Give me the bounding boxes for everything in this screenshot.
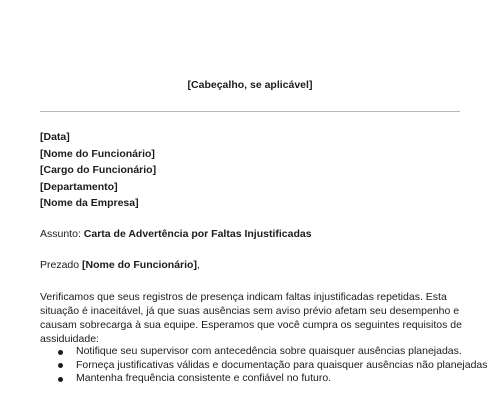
company-name-placeholder: [Nome da Empresa] <box>40 197 139 209</box>
header-divider <box>40 111 460 112</box>
subject-label: Assunto: <box>40 228 81 240</box>
greeting-name: [Nome do Funcionário] <box>82 259 197 271</box>
employee-role-placeholder: [Cargo do Funcionário] <box>40 164 157 176</box>
requirements-list <box>56 345 488 386</box>
recipient-block <box>40 129 156 212</box>
list-item <box>56 372 476 386</box>
bullet-icon <box>58 350 63 355</box>
list-item-text: Forneça justificativas válidas e documentação para quaisquer ausências não planejadas <box>76 358 488 371</box>
subject-text: Carta de Advertência por Faltas Injustificadas <box>83 228 312 240</box>
greeting-line <box>40 259 200 272</box>
list-item-text: Notifique seu supervisor com antecedência sobre quaisquer ausências planejadas. <box>76 345 462 357</box>
subject-line <box>40 228 312 241</box>
list-item <box>56 358 488 373</box>
bullet-icon <box>58 377 63 382</box>
list-item <box>56 345 476 359</box>
date-placeholder: [Data] <box>40 131 70 143</box>
greeting-suffix: , <box>196 259 200 271</box>
greeting-prefix: Prezado <box>40 259 80 271</box>
body-paragraph: Verificamos que seus registros de presença indicam faltas injustificadas repetidas. Esta situação é inaceitável, já que suas ausências sem aviso prévio afetam seu desempenho e causam sobrecarga à sua equipe. Esperamos que você cumpra os seguintes requisitos de assiduidade: <box>40 291 462 345</box>
bullet-icon <box>58 363 63 368</box>
department-placeholder: [Departamento] <box>40 180 118 193</box>
employee-name-placeholder: [Nome do Funcionário] <box>40 147 155 160</box>
document-header: [Cabeçalho, se aplicável] <box>187 79 313 91</box>
list-item-text: Mantenha frequência consistente e confiável no futuro. <box>76 372 332 384</box>
